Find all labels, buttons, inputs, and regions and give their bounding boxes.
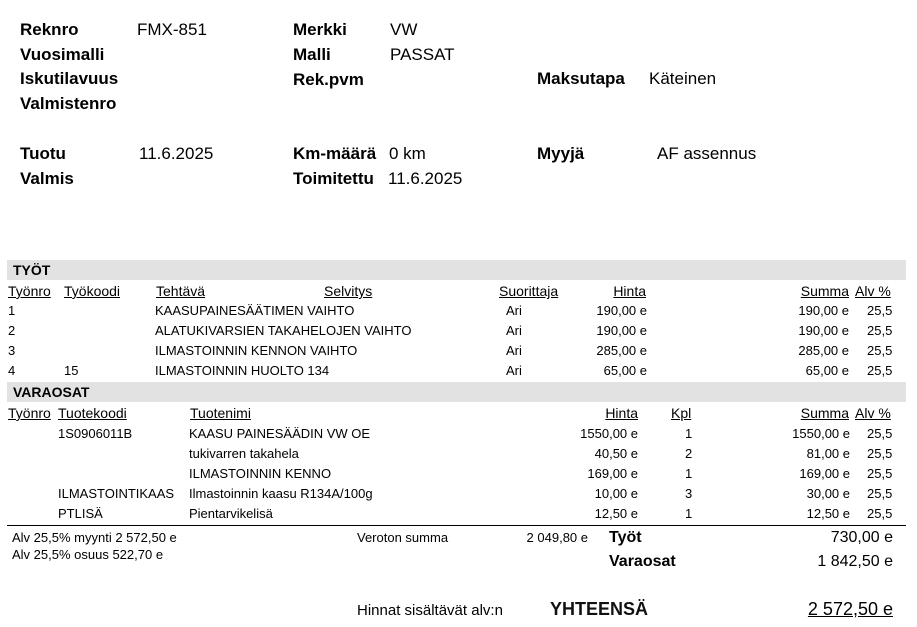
tyot-col-summa: Summa	[800, 283, 849, 299]
alv-myynti-text: Alv 25,5% myynti 2 572,50 e	[12, 530, 177, 545]
tyot-tyonro: 2	[8, 323, 16, 338]
totals-divider	[7, 525, 906, 526]
varaosat-kpl: 1	[685, 506, 693, 521]
varaosat-hinta: 12,50 e	[594, 506, 638, 521]
varaosat-total-value: 1 842,50 e	[817, 553, 893, 570]
tuotu-label: Tuotu	[20, 144, 66, 163]
tyot-section-title: TYÖT	[13, 262, 51, 278]
varaosat-tuotekoodi: ILMASTOINTIKAAS	[58, 486, 175, 501]
tyot-tehtava: ILMASTOINNIN KENNON VAIHTO	[155, 343, 358, 358]
varaosat-alv: 25,5	[867, 426, 893, 441]
varaosat-section-band	[7, 382, 906, 402]
tyot-suorittaja: Ari	[506, 303, 522, 318]
maksutapa-value: Käteinen	[649, 69, 717, 88]
varaosat-kpl: 1	[685, 466, 693, 481]
valmis-label: Valmis	[20, 169, 74, 188]
tyot-alv: 25,5	[867, 303, 893, 318]
tyot-tyokoodi: 15	[64, 363, 79, 378]
varaosat-summa: 30,00 e	[806, 486, 850, 501]
varaosat-summa: 1550,00 e	[792, 426, 850, 441]
toimitettu-label: Toimitettu	[293, 169, 374, 188]
km-label: Km-määrä	[293, 144, 377, 163]
tyot-summa: 65,00 e	[805, 363, 849, 378]
varaosat-total-label: Varaosat	[609, 553, 676, 570]
varaosat-hinta: 169,00 e	[587, 466, 638, 481]
tyot-summa: 190,00 e	[798, 303, 849, 318]
malli-value: PASSAT	[390, 45, 455, 64]
varaosat-tuotenimi: KAASU PAINESÄÄDIN VW OE	[189, 426, 371, 441]
varaosat-tuotenimi: ILMASTOINNIN KENNO	[189, 466, 332, 481]
varaosat-tuotenimi: Pientarvikelisä	[189, 506, 273, 521]
tyot-suorittaja: Ari	[506, 323, 522, 338]
tyot-col-tehtava: Tehtävä	[156, 283, 206, 299]
tyot-col-alv: Alv %	[855, 283, 891, 299]
reknro-label: Reknro	[20, 20, 79, 39]
varaosat-tuotenimi: Ilmastoinnin kaasu R134A/100g	[189, 486, 373, 501]
varaosat-hinta: 40,50 e	[594, 446, 638, 461]
tyot-col-tyonro: Työnro	[8, 283, 51, 299]
vuosimalli-label: Vuosimalli	[20, 45, 105, 64]
tyot-total-label: Työt	[609, 529, 642, 546]
varaosat-tuotekoodi: PTLISÄ	[58, 506, 103, 521]
tyot-hinta: 190,00 e	[596, 323, 647, 338]
tyot-hinta: 65,00 e	[603, 363, 647, 378]
varaosat-col-summa: Summa	[800, 405, 849, 421]
hinnat-note: Hinnat sisältävät alv:n	[357, 602, 503, 619]
tyot-tyonro: 3	[8, 343, 16, 358]
km-value: 0 km	[389, 144, 426, 163]
tyot-tyonro: 1	[8, 303, 16, 318]
tyot-tehtava: KAASUPAINESÄÄTIMEN VAIHTO	[155, 303, 355, 318]
varaosat-kpl: 2	[685, 446, 693, 461]
rekpvm-label: Rek.pvm	[293, 70, 364, 89]
varaosat-kpl: 3	[685, 486, 693, 501]
yhteensa-label: YHTEENSÄ	[550, 599, 649, 619]
myyja-label: Myyjä	[537, 144, 585, 163]
alv-osuus-text: Alv 25,5% osuus 522,70 e	[12, 547, 164, 562]
tyot-tyonro: 4	[8, 363, 16, 378]
veroton-label: Veroton summa	[357, 530, 449, 545]
varaosat-col-tuotekoodi: Tuotekoodi	[58, 405, 127, 421]
varaosat-section-title: VARAOSAT	[13, 384, 90, 400]
tyot-tehtava: ILMASTOINNIN HUOLTO 134	[155, 363, 330, 378]
valmistenro-label: Valmistenro	[20, 94, 117, 113]
varaosat-alv: 25,5	[867, 466, 893, 481]
varaosat-col-hinta: Hinta	[605, 405, 638, 421]
tyot-suorittaja: Ari	[506, 343, 522, 358]
malli-label: Malli	[293, 45, 331, 64]
maksutapa-label: Maksutapa	[537, 69, 625, 88]
varaosat-summa: 81,00 e	[806, 446, 850, 461]
varaosat-col-tuotenimi: Tuotenimi	[190, 405, 251, 421]
tuotu-value: 11.6.2025	[139, 144, 214, 163]
tyot-tehtava: ALATUKIVARSIEN TAKAHELOJEN VAIHTO	[155, 323, 412, 338]
varaosat-alv: 25,5	[867, 446, 893, 461]
varaosat-tuotenimi: tukivarren takahela	[189, 446, 299, 461]
yhteensa-value: 2 572,50 e	[807, 599, 893, 619]
tyot-col-suorittaja: Suorittaja	[499, 283, 559, 299]
tyot-alv: 25,5	[867, 343, 893, 358]
tyot-total-value: 730,00 e	[830, 529, 893, 546]
iskutilavuus-label: Iskutilavuus	[20, 69, 119, 88]
tyot-col-tyokoodi: Työkoodi	[64, 283, 121, 299]
varaosat-kpl: 1	[685, 426, 693, 441]
varaosat-tuotekoodi: 1S0906011B	[58, 426, 133, 441]
tyot-alv: 25,5	[867, 323, 893, 338]
toimitettu-value: 11.6.2025	[388, 169, 463, 188]
tyot-summa: 285,00 e	[798, 343, 849, 358]
merkki-label: Merkki	[293, 20, 347, 39]
merkki-value: VW	[390, 20, 418, 39]
tyot-col-hinta: Hinta	[613, 283, 646, 299]
veroton-value: 2 049,80 e	[526, 530, 588, 545]
tyot-suorittaja: Ari	[506, 363, 522, 378]
varaosat-hinta: 10,00 e	[594, 486, 638, 501]
varaosat-col-kpl: Kpl	[671, 405, 692, 421]
varaosat-alv: 25,5	[867, 506, 893, 521]
myyja-value: AF assennus	[657, 144, 757, 163]
tyot-summa: 190,00 e	[798, 323, 849, 338]
varaosat-alv: 25,5	[867, 486, 893, 501]
varaosat-hinta: 1550,00 e	[580, 426, 638, 441]
tyot-alv: 25,5	[867, 363, 893, 378]
tyot-hinta: 190,00 e	[596, 303, 647, 318]
tyot-col-selvitys: Selvitys	[324, 283, 373, 299]
tyot-section-band	[7, 260, 906, 280]
varaosat-summa: 169,00 e	[799, 466, 850, 481]
reknro-value: FMX-851	[137, 20, 207, 39]
varaosat-col-alv: Alv %	[855, 405, 891, 421]
varaosat-summa: 12,50 e	[806, 506, 850, 521]
tyot-hinta: 285,00 e	[596, 343, 647, 358]
varaosat-col-tyonro: Työnro	[8, 405, 51, 421]
